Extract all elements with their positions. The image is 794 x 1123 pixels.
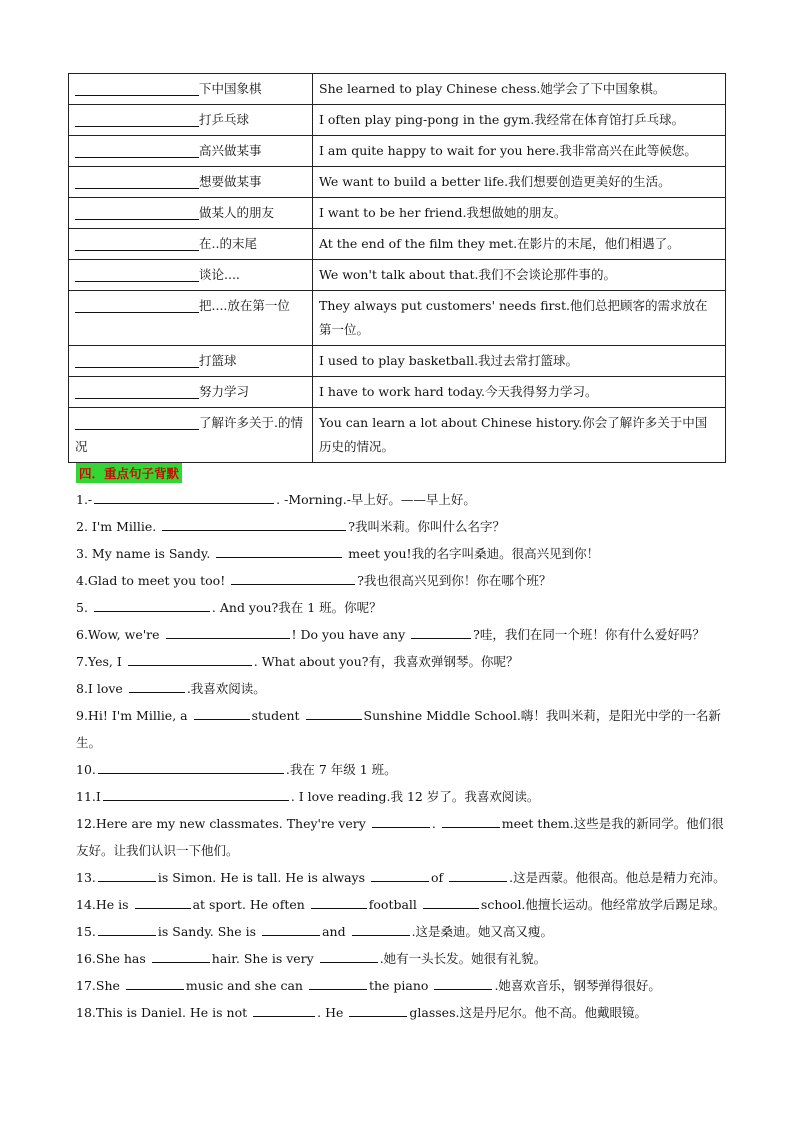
sentence-4: 4.Glad to meet you too! ?我也很高兴见到你！你在哪个班？ [76,573,552,588]
example-cell: She learned to play Chinese chess.她学会了下中国象棋。 [313,74,726,105]
sentence-5: 5. . And you?我在 1 班。你呢？ [76,600,382,615]
answer-blank[interactable] [126,976,184,990]
example-cell: I want to be her friend.我想做她的朋友。 [313,198,726,229]
phrase-cell: 下中国象棋 [69,74,313,105]
answer-blank[interactable] [94,598,210,612]
answer-blank[interactable] [231,571,355,585]
table-row [69,198,726,229]
example-cell: I am quite happy to wait for you here.我非常高兴在此等候您。 [313,136,726,167]
table-row [69,260,726,291]
phrase-cell: 打篮球 [69,346,313,377]
answer-blank[interactable] [98,760,284,774]
answer-blank[interactable] [152,949,210,963]
section-heading: 四．重点句子背默 [76,463,182,483]
phrase-cell: 把....放在第一位 [69,291,313,346]
example-cell: I often play ping-pong in the gym.我经常在体育馆打乒乓球。 [313,105,726,136]
answer-blank[interactable] [352,922,410,936]
example-cell: You can learn a lot about Chinese history.你会了解许多关于中国历史的情况。 [313,408,726,463]
answer-blank[interactable] [423,895,479,909]
sentence-3: 3. My name is Sandy. meet you!我的名字叫桑迪。很高兴见到你！ [76,546,600,561]
sentence-6: 6.Wow, we're ! Do you have any ?哇，我们在同一个班！你有什么爱好吗？ [76,627,705,642]
example-cell: I have to work hard today.今天我得努力学习。 [313,377,726,408]
example-cell: At the end of the film they met.在影片的末尾，他们相遇了。 [313,229,726,260]
table-row [69,74,726,105]
table-row [69,346,726,377]
answer-blank[interactable] [75,265,199,282]
table-row [69,408,726,463]
answer-blank[interactable] [103,787,289,801]
sentence-1: 1.- . -Morning.-早上好。——早上好。 [76,492,476,507]
answer-blank[interactable] [371,868,429,882]
answer-blank[interactable] [75,141,199,158]
answer-blank[interactable] [75,172,199,189]
table-row [69,377,726,408]
answer-blank[interactable] [75,110,199,127]
answer-blank[interactable] [98,922,156,936]
answer-blank[interactable] [216,544,342,558]
phrase-cell: 谈论.... [69,260,313,291]
example-cell: We want to build a better life.我们想要创造更美好的生活。 [313,167,726,198]
phrase-cell: 在..的末尾 [69,229,313,260]
example-cell: I used to play basketball.我过去常打篮球。 [313,346,726,377]
answer-blank[interactable] [194,706,250,720]
sentence-15: 15. is Sandy. She is and .这是桑迪。她又高又瘦。 [76,924,554,939]
answer-blank[interactable] [75,79,199,96]
answer-blank[interactable] [309,976,367,990]
answer-blank[interactable] [129,679,185,693]
phrase-cell: 努力学习 [69,377,313,408]
answer-blank[interactable] [75,203,199,220]
sentence-9: 9.Hi! I'm Millie, a student Sunshine Middle School.嗨！我叫米莉，是阳光中学的一名新生。 [76,708,721,750]
sentence-14: 14.He is at sport. He often football school.他擅长运动。他经常放学后踢足球。 [76,897,726,912]
answer-blank[interactable] [311,895,367,909]
answer-blank[interactable] [75,234,199,251]
phrase-cell: 做某人的朋友 [69,198,313,229]
answer-blank[interactable] [162,517,346,531]
sentence-17: 17.She music and she can the piano .她喜欢音乐，钢琴弹得很好。 [76,978,661,993]
answer-blank[interactable] [434,976,492,990]
sentence-11: 11.I . I love reading.我 12 岁了。我喜欢阅读。 [76,789,540,804]
table-row [69,229,726,260]
table-row [69,136,726,167]
phrase-cell: 高兴做某事 [69,136,313,167]
table-row [69,167,726,198]
answer-blank[interactable] [128,652,252,666]
example-cell: They always put customers' needs first.他们总把顾客的需求放在第一位。 [313,291,726,346]
answer-blank[interactable] [349,1003,407,1017]
sentence-2: 2. I'm Millie. ?我叫米莉。你叫什么名字？ [76,519,505,534]
answer-blank[interactable] [253,1003,315,1017]
sentence-16: 16.She has hair. She is very .她有一头长发。她很有礼貌。 [76,951,547,966]
answer-blank[interactable] [306,706,362,720]
answer-blank[interactable] [94,490,274,504]
sentence-18: 18.This is Daniel. He is not . He glasses.这是丹尼尔。他不高。他戴眼镜。 [76,1005,647,1020]
table-row [69,291,726,346]
answer-blank[interactable] [449,868,507,882]
answer-blank[interactable] [98,868,156,882]
answer-blank[interactable] [75,296,199,313]
answer-blank[interactable] [75,413,199,430]
answer-blank[interactable] [166,625,290,639]
example-cell: We won't talk about that.我们不会谈论那件事的。 [313,260,726,291]
sentence-7: 7.Yes, I . What about you?有，我喜欢弹钢琴。你呢？ [76,654,519,669]
answer-blank[interactable] [442,814,500,828]
table-row [69,105,726,136]
answer-blank[interactable] [75,351,199,368]
vocab-table [68,73,726,463]
sentence-10: 10. .我在 7 年级 1 班。 [76,762,397,777]
sentence-list [76,486,726,1026]
sentence-12: 12.Here are my new classmates. They're very . meet them.这些是我的新同学。他们很友好。让我们认识一下他们。 [76,816,724,858]
sentence-8: 8.I love .我喜欢阅读。 [76,681,266,696]
sentence-13: 13. is Simon. He is tall. He is always of .这是西蒙。他很高。他总是精力充沛。 [76,870,726,885]
phrase-cell: 了解许多关于.的情况 [69,408,313,463]
answer-blank[interactable] [372,814,430,828]
answer-blank[interactable] [320,949,378,963]
phrase-cell: 打乒乓球 [69,105,313,136]
phrase-cell: 想要做某事 [69,167,313,198]
answer-blank[interactable] [262,922,320,936]
answer-blank[interactable] [135,895,191,909]
answer-blank[interactable] [75,382,199,399]
answer-blank[interactable] [411,625,471,639]
